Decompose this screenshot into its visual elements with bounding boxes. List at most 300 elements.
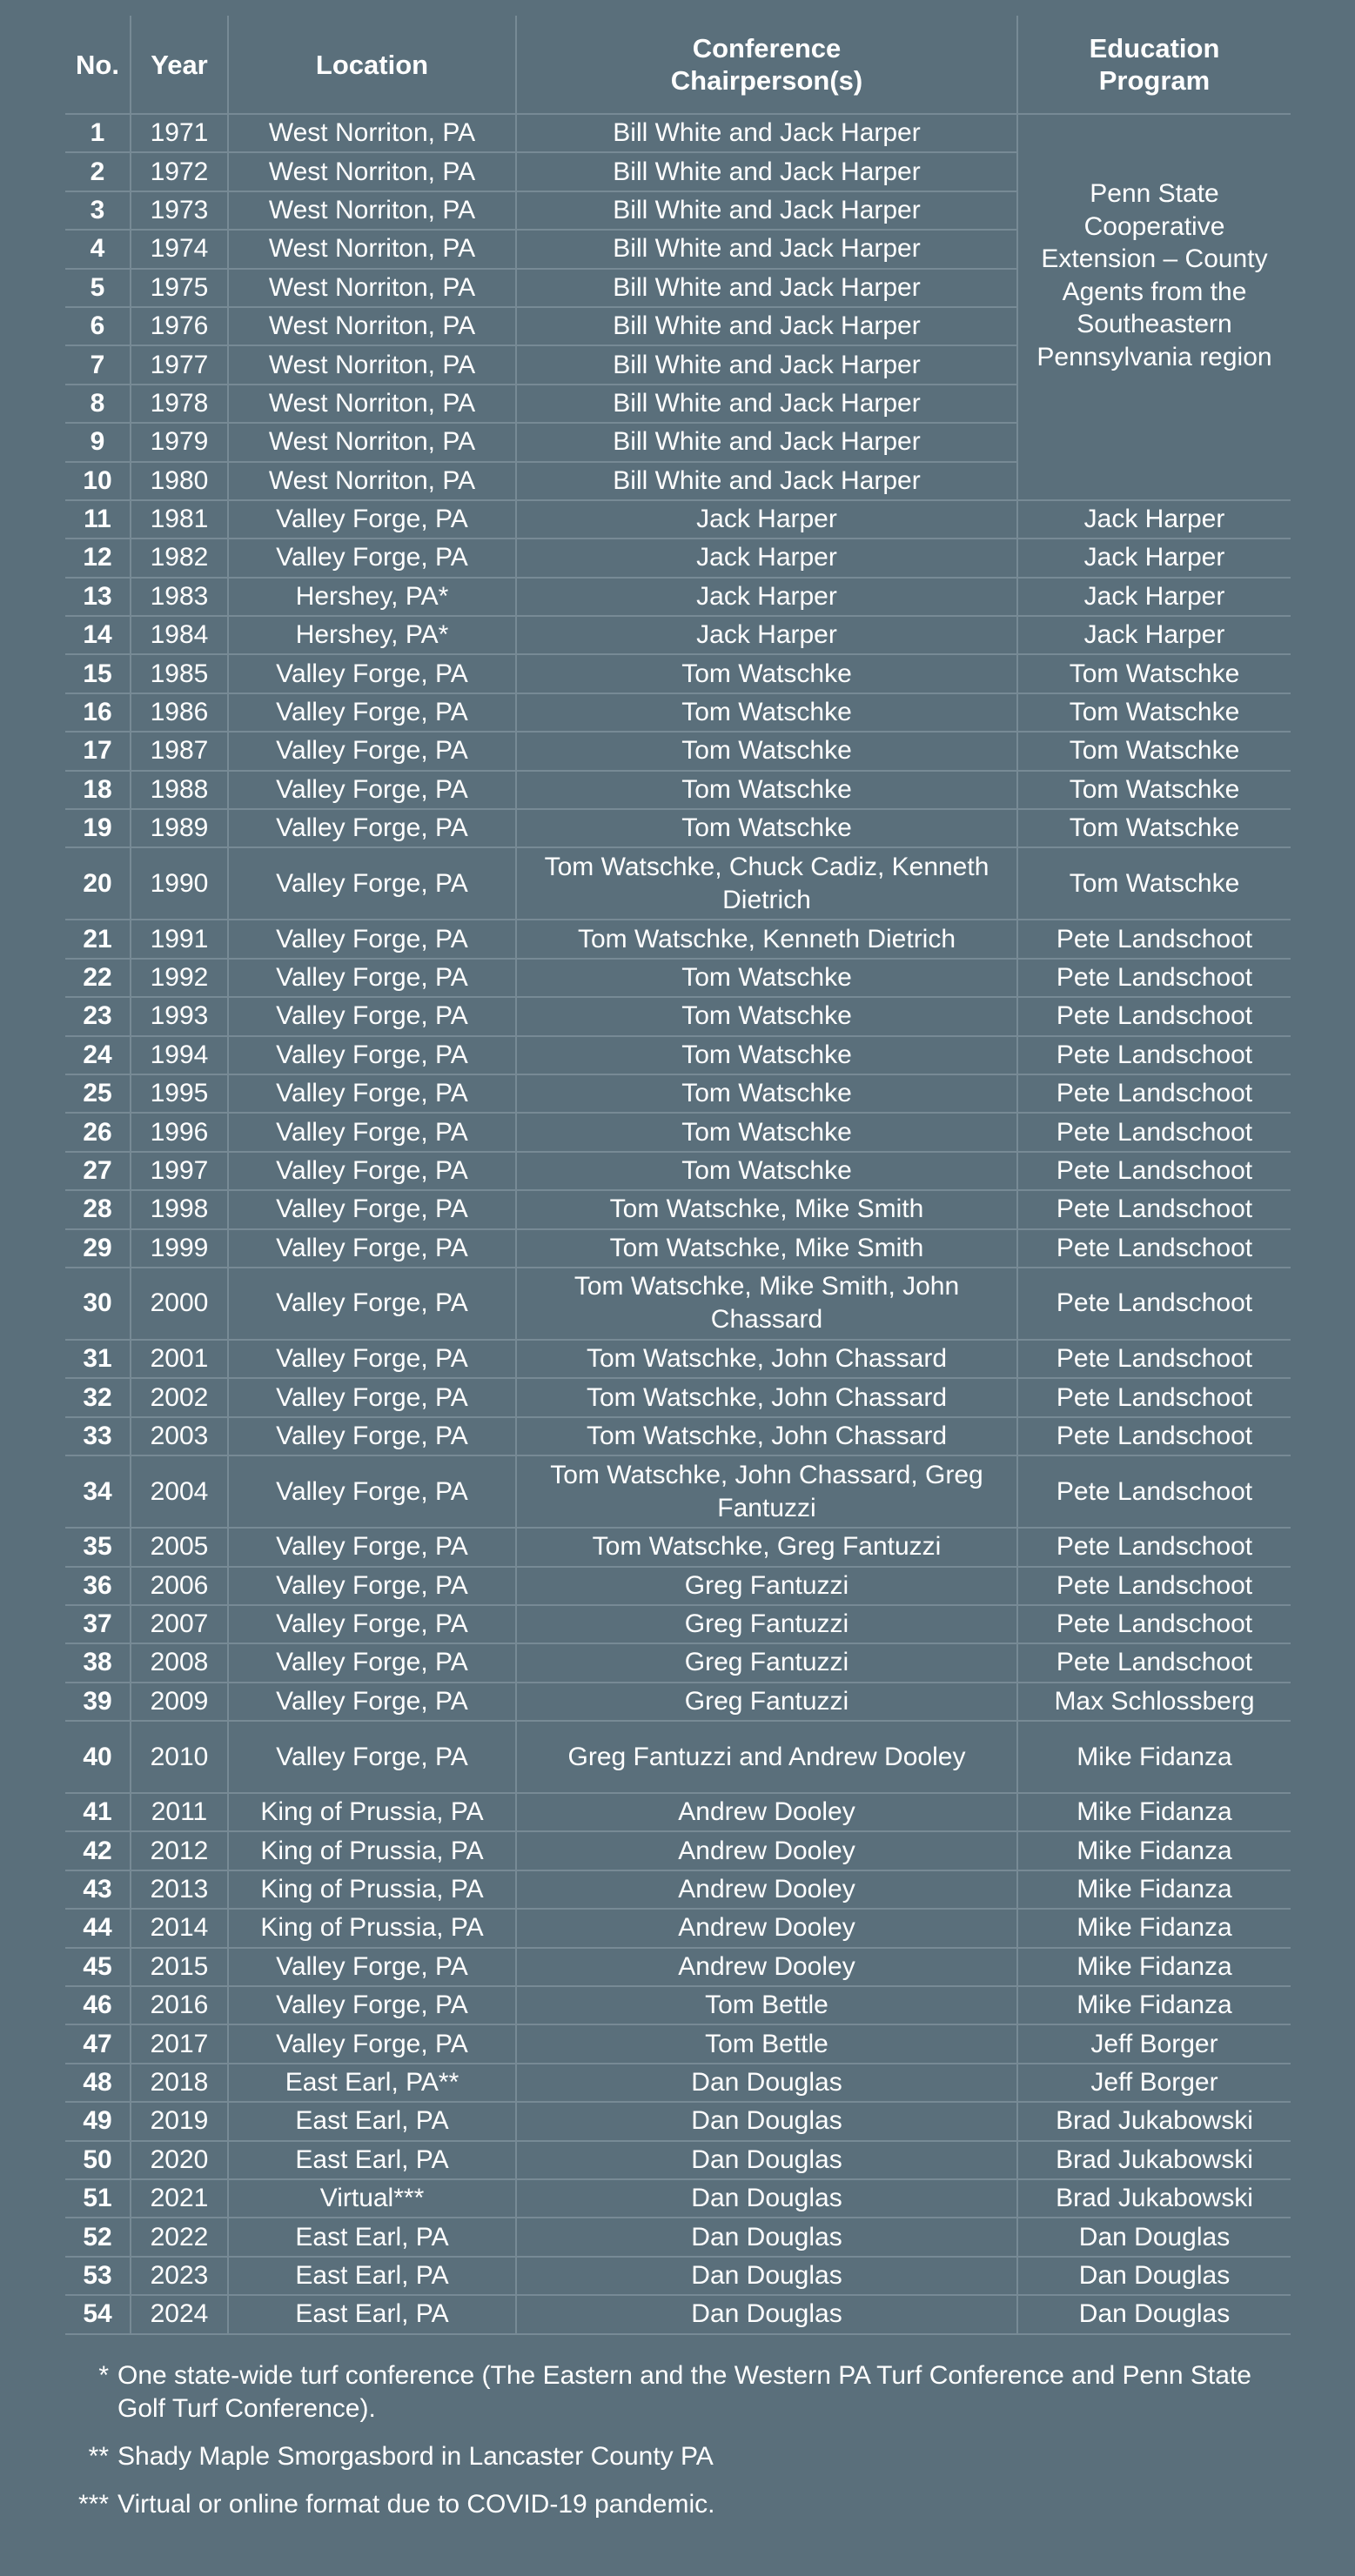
cell-no: 36 — [65, 1567, 131, 1605]
cell-no: 43 — [65, 1870, 131, 1909]
cell-chairperson: Andrew Dooley — [516, 1909, 1017, 1947]
cell-education-program: Pete Landschoot — [1017, 1036, 1291, 1074]
table-row — [65, 1268, 1291, 1340]
cell-no: 25 — [65, 1074, 131, 1113]
cell-year: 2001 — [131, 1340, 228, 1378]
table-row — [65, 1455, 1291, 1528]
cell-location: Valley Forge, PA — [228, 920, 516, 958]
cell-year: 2020 — [131, 2141, 228, 2179]
table-row — [65, 1113, 1291, 1151]
cell-chairperson: Greg Fantuzzi and Andrew Dooley — [516, 1721, 1017, 1793]
cell-chairperson: Bill White and Jack Harper — [516, 385, 1017, 423]
table-row — [65, 1683, 1291, 1721]
cell-no: 19 — [65, 809, 131, 847]
cell-education-program: Tom Watschke — [1017, 732, 1291, 770]
table-row — [65, 2295, 1291, 2333]
cell-location: West Norriton, PA — [228, 307, 516, 345]
table-row — [65, 2257, 1291, 2295]
cell-location: Valley Forge, PA — [228, 1567, 516, 1605]
table-row — [65, 1152, 1291, 1190]
cell-location: West Norriton, PA — [228, 269, 516, 307]
cell-location: Valley Forge, PA — [228, 1605, 516, 1643]
cell-chairperson: Greg Fantuzzi — [516, 1643, 1017, 1682]
cell-no: 47 — [65, 2024, 131, 2063]
cell-chairperson: Dan Douglas — [516, 2064, 1017, 2102]
cell-no: 49 — [65, 2102, 131, 2140]
cell-education-program: Mike Fidanza — [1017, 1870, 1291, 1909]
cell-no: 22 — [65, 959, 131, 997]
cell-education-program: Dan Douglas — [1017, 2257, 1291, 2295]
cell-chairperson: Greg Fantuzzi — [516, 1567, 1017, 1605]
cell-no: 4 — [65, 230, 131, 268]
table-row — [65, 1528, 1291, 1566]
cell-year: 2002 — [131, 1378, 228, 1416]
footnote — [65, 2488, 1291, 2521]
footnote — [65, 2440, 1291, 2473]
footnote-text: Virtual or online format due to COVID-19 pandemic. — [117, 2490, 715, 2519]
cell-education-program-merged: Penn State Cooperative Extension – County Agents from the Southeastern Pennsylvania region — [1017, 114, 1291, 500]
cell-location: West Norriton, PA — [228, 423, 516, 461]
cell-chairperson: Tom Watschke, Mike Smith — [516, 1229, 1017, 1268]
table-row — [65, 1909, 1291, 1947]
footnote-text: One state-wide turf conference (The Eastern and the Western PA Turf Conference and Penn State Golf Turf Conference). — [117, 2361, 1251, 2423]
cell-year: 1990 — [131, 847, 228, 920]
cell-location: King of Prussia, PA — [228, 1831, 516, 1870]
cell-education-program: Jeff Borger — [1017, 2024, 1291, 2063]
cell-year: 1971 — [131, 114, 228, 152]
cell-year: 1986 — [131, 693, 228, 732]
cell-location: Valley Forge, PA — [228, 539, 516, 577]
table-row — [65, 578, 1291, 616]
cell-education-program: Pete Landschoot — [1017, 997, 1291, 1035]
cell-education-program: Pete Landschoot — [1017, 1567, 1291, 1605]
cell-location: Valley Forge, PA — [228, 1986, 516, 2024]
cell-year: 1993 — [131, 997, 228, 1035]
cell-year: 1998 — [131, 1190, 228, 1228]
cell-no: 54 — [65, 2295, 131, 2333]
table-row — [65, 1605, 1291, 1643]
cell-no: 15 — [65, 654, 131, 693]
cell-no: 32 — [65, 1378, 131, 1416]
cell-chairperson: Greg Fantuzzi — [516, 1683, 1017, 1721]
cell-location: East Earl, PA — [228, 2257, 516, 2295]
cell-year: 2010 — [131, 1721, 228, 1793]
table-header — [65, 16, 1291, 114]
cell-education-program: Tom Watschke — [1017, 847, 1291, 920]
cell-location: West Norriton, PA — [228, 385, 516, 423]
cell-year: 1991 — [131, 920, 228, 958]
cell-year: 2006 — [131, 1567, 228, 1605]
cell-year: 1982 — [131, 539, 228, 577]
table-row — [65, 2218, 1291, 2256]
cell-year: 2021 — [131, 2179, 228, 2218]
cell-chairperson: Bill White and Jack Harper — [516, 114, 1017, 152]
cell-location: Valley Forge, PA — [228, 1268, 516, 1340]
cell-no: 18 — [65, 771, 131, 809]
cell-location: Valley Forge, PA — [228, 847, 516, 920]
cell-chairperson: Tom Watschke, John Chassard — [516, 1340, 1017, 1378]
cell-no: 10 — [65, 462, 131, 500]
cell-location: Valley Forge, PA — [228, 1528, 516, 1566]
cell-no: 44 — [65, 1909, 131, 1947]
cell-location: King of Prussia, PA — [228, 1870, 516, 1909]
cell-no: 9 — [65, 423, 131, 461]
cell-education-program: Jack Harper — [1017, 616, 1291, 654]
cell-education-program: Tom Watschke — [1017, 809, 1291, 847]
conference-history-table-wrapper — [65, 16, 1291, 2335]
cell-no: 5 — [65, 269, 131, 307]
cell-location: West Norriton, PA — [228, 152, 516, 191]
cell-education-program: Pete Landschoot — [1017, 920, 1291, 958]
cell-education-program: Brad Jukabowski — [1017, 2102, 1291, 2140]
cell-no: 13 — [65, 578, 131, 616]
cell-education-program: Tom Watschke — [1017, 654, 1291, 693]
cell-no: 1 — [65, 114, 131, 152]
cell-year: 2008 — [131, 1643, 228, 1682]
cell-location: Valley Forge, PA — [228, 959, 516, 997]
cell-no: 31 — [65, 1340, 131, 1378]
cell-location: Valley Forge, PA — [228, 1948, 516, 1986]
cell-location: East Earl, PA — [228, 2141, 516, 2179]
cell-location: East Earl, PA — [228, 2218, 516, 2256]
cell-location: Valley Forge, PA — [228, 500, 516, 539]
table-row — [65, 997, 1291, 1035]
footnote-mark: * — [98, 2361, 109, 2390]
cell-location: Valley Forge, PA — [228, 2024, 516, 2063]
cell-year: 1985 — [131, 654, 228, 693]
table-row — [65, 1870, 1291, 1909]
cell-year: 2009 — [131, 1683, 228, 1721]
cell-education-program: Pete Landschoot — [1017, 1152, 1291, 1190]
cell-chairperson: Jack Harper — [516, 578, 1017, 616]
cell-year: 2018 — [131, 2064, 228, 2102]
table-body — [65, 114, 1291, 2334]
table-row — [65, 2064, 1291, 2102]
cell-year: 1983 — [131, 578, 228, 616]
cell-location: West Norriton, PA — [228, 345, 516, 384]
cell-year: 2023 — [131, 2257, 228, 2295]
cell-chairperson: Tom Watschke, Kenneth Dietrich — [516, 920, 1017, 958]
cell-education-program: Mike Fidanza — [1017, 1948, 1291, 1986]
cell-no: 35 — [65, 1528, 131, 1566]
cell-year: 1980 — [131, 462, 228, 500]
cell-no: 29 — [65, 1229, 131, 1268]
cell-chairperson: Dan Douglas — [516, 2257, 1017, 2295]
cell-year: 2014 — [131, 1909, 228, 1947]
table-row — [65, 616, 1291, 654]
cell-location: Valley Forge, PA — [228, 809, 516, 847]
cell-location: Valley Forge, PA — [228, 693, 516, 732]
cell-location: Valley Forge, PA — [228, 1229, 516, 1268]
header-education-line1: Education — [1089, 33, 1220, 64]
cell-year: 1981 — [131, 500, 228, 539]
table-row — [65, 2141, 1291, 2179]
table-row — [65, 1986, 1291, 2024]
cell-location: Valley Forge, PA — [228, 732, 516, 770]
cell-no: 37 — [65, 1605, 131, 1643]
cell-education-program: Dan Douglas — [1017, 2218, 1291, 2256]
cell-chairperson: Bill White and Jack Harper — [516, 269, 1017, 307]
cell-chairperson: Tom Watschke — [516, 732, 1017, 770]
cell-no: 26 — [65, 1113, 131, 1151]
cell-no: 53 — [65, 2257, 131, 2295]
cell-location: West Norriton, PA — [228, 230, 516, 268]
cell-education-program: Pete Landschoot — [1017, 1528, 1291, 1566]
cell-no: 12 — [65, 539, 131, 577]
cell-year: 2013 — [131, 1870, 228, 1909]
cell-year: 1973 — [131, 191, 228, 230]
header-education-line2: Program — [1098, 65, 1211, 96]
cell-year: 1987 — [131, 732, 228, 770]
table-row — [65, 1378, 1291, 1416]
cell-no: 6 — [65, 307, 131, 345]
cell-education-program: Brad Jukabowski — [1017, 2141, 1291, 2179]
table-row — [65, 500, 1291, 539]
conference-history-table — [65, 16, 1291, 2335]
cell-education-program: Mike Fidanza — [1017, 1831, 1291, 1870]
cell-chairperson: Tom Bettle — [516, 1986, 1017, 2024]
table-row — [65, 732, 1291, 770]
cell-location: Valley Forge, PA — [228, 1036, 516, 1074]
cell-year: 1984 — [131, 616, 228, 654]
cell-year: 2012 — [131, 1831, 228, 1870]
cell-year: 2022 — [131, 2218, 228, 2256]
cell-location: Valley Forge, PA — [228, 1113, 516, 1151]
cell-chairperson: Bill White and Jack Harper — [516, 152, 1017, 191]
cell-chairperson: Tom Watschke, Greg Fantuzzi — [516, 1528, 1017, 1566]
cell-education-program: Dan Douglas — [1017, 2295, 1291, 2333]
table-row — [65, 1831, 1291, 1870]
cell-location: Valley Forge, PA — [228, 1340, 516, 1378]
table-row — [65, 1190, 1291, 1228]
cell-year: 1997 — [131, 1152, 228, 1190]
cell-year: 1992 — [131, 959, 228, 997]
header-chairperson — [516, 16, 1017, 114]
cell-chairperson: Tom Watschke — [516, 771, 1017, 809]
cell-no: 30 — [65, 1268, 131, 1340]
cell-location: Valley Forge, PA — [228, 1683, 516, 1721]
cell-chairperson: Bill White and Jack Harper — [516, 230, 1017, 268]
table-row — [65, 1721, 1291, 1793]
cell-no: 20 — [65, 847, 131, 920]
cell-education-program: Mike Fidanza — [1017, 1909, 1291, 1947]
cell-location: Virtual*** — [228, 2179, 516, 2218]
table-row — [65, 1643, 1291, 1682]
cell-chairperson: Bill White and Jack Harper — [516, 423, 1017, 461]
cell-chairperson: Tom Bettle — [516, 2024, 1017, 2063]
cell-education-program: Pete Landschoot — [1017, 1113, 1291, 1151]
cell-chairperson: Tom Watschke — [516, 1113, 1017, 1151]
cell-no: 45 — [65, 1948, 131, 1986]
cell-year: 1989 — [131, 809, 228, 847]
cell-education-program: Pete Landschoot — [1017, 1074, 1291, 1113]
cell-no: 41 — [65, 1793, 131, 1831]
cell-no: 38 — [65, 1643, 131, 1682]
cell-chairperson: Greg Fantuzzi — [516, 1605, 1017, 1643]
cell-chairperson: Andrew Dooley — [516, 1831, 1017, 1870]
cell-no: 39 — [65, 1683, 131, 1721]
cell-year: 2011 — [131, 1793, 228, 1831]
table-row — [65, 920, 1291, 958]
cell-year: 2015 — [131, 1948, 228, 1986]
table-row — [65, 1793, 1291, 1831]
cell-chairperson: Tom Watschke, John Chassard — [516, 1417, 1017, 1455]
cell-education-program: Pete Landschoot — [1017, 1643, 1291, 1682]
cell-no: 27 — [65, 1152, 131, 1190]
cell-no: 34 — [65, 1455, 131, 1528]
cell-education-program: Jeff Borger — [1017, 2064, 1291, 2102]
cell-education-program: Jack Harper — [1017, 500, 1291, 539]
cell-chairperson: Tom Watschke — [516, 693, 1017, 732]
cell-education-program: Pete Landschoot — [1017, 1378, 1291, 1416]
cell-education-program: Pete Landschoot — [1017, 1417, 1291, 1455]
cell-no: 2 — [65, 152, 131, 191]
header-chairperson-line1: Conference — [692, 33, 842, 64]
cell-location: Valley Forge, PA — [228, 1074, 516, 1113]
cell-no: 33 — [65, 1417, 131, 1455]
cell-no: 28 — [65, 1190, 131, 1228]
footnote-mark: ** — [88, 2442, 109, 2471]
cell-education-program: Jack Harper — [1017, 578, 1291, 616]
cell-no: 17 — [65, 732, 131, 770]
cell-chairperson: Tom Watschke — [516, 809, 1017, 847]
cell-no: 48 — [65, 2064, 131, 2102]
cell-education-program: Pete Landschoot — [1017, 1229, 1291, 1268]
cell-no: 40 — [65, 1721, 131, 1793]
cell-year: 2003 — [131, 1417, 228, 1455]
header-chairperson-line2: Chairperson(s) — [670, 65, 863, 96]
cell-year: 1988 — [131, 771, 228, 809]
cell-no: 24 — [65, 1036, 131, 1074]
cell-year: 2016 — [131, 1986, 228, 2024]
table-row — [65, 1036, 1291, 1074]
header-education-program — [1017, 16, 1291, 114]
cell-location: Valley Forge, PA — [228, 997, 516, 1035]
cell-no: 42 — [65, 1831, 131, 1870]
cell-location: Valley Forge, PA — [228, 771, 516, 809]
cell-location: West Norriton, PA — [228, 114, 516, 152]
table-row — [65, 539, 1291, 577]
cell-education-program: Mike Fidanza — [1017, 1986, 1291, 2024]
cell-education-program: Pete Landschoot — [1017, 959, 1291, 997]
table-row — [65, 1074, 1291, 1113]
cell-chairperson: Dan Douglas — [516, 2218, 1017, 2256]
cell-year: 1974 — [131, 230, 228, 268]
cell-chairperson: Tom Watschke — [516, 654, 1017, 693]
cell-year: 2000 — [131, 1268, 228, 1340]
cell-year: 1977 — [131, 345, 228, 384]
table-row — [65, 771, 1291, 809]
cell-chairperson: Andrew Dooley — [516, 1793, 1017, 1831]
cell-no: 23 — [65, 997, 131, 1035]
table-row — [65, 2102, 1291, 2140]
table-row — [65, 2024, 1291, 2063]
header-row — [65, 16, 1291, 114]
cell-year: 2017 — [131, 2024, 228, 2063]
cell-year: 1994 — [131, 1036, 228, 1074]
footnote-mark: *** — [77, 2490, 109, 2519]
cell-no: 14 — [65, 616, 131, 654]
cell-chairperson: Tom Watschke — [516, 997, 1017, 1035]
table-row — [65, 1567, 1291, 1605]
cell-location: Valley Forge, PA — [228, 1417, 516, 1455]
table-row — [65, 114, 1291, 152]
cell-no: 51 — [65, 2179, 131, 2218]
table-row — [65, 847, 1291, 920]
table-row — [65, 693, 1291, 732]
cell-location: Valley Forge, PA — [228, 1721, 516, 1793]
cell-no: 21 — [65, 920, 131, 958]
cell-education-program: Pete Landschoot — [1017, 1605, 1291, 1643]
cell-location: Valley Forge, PA — [228, 1190, 516, 1228]
cell-location: East Earl, PA — [228, 2102, 516, 2140]
cell-education-program: Max Schlossberg — [1017, 1683, 1291, 1721]
header-no: No. — [65, 16, 131, 114]
cell-location: Hershey, PA* — [228, 578, 516, 616]
cell-location: Valley Forge, PA — [228, 1152, 516, 1190]
cell-chairperson: Dan Douglas — [516, 2102, 1017, 2140]
cell-location: East Earl, PA** — [228, 2064, 516, 2102]
cell-location: Valley Forge, PA — [228, 1455, 516, 1528]
cell-chairperson: Tom Watschke, Mike Smith, John Chassard — [516, 1268, 1017, 1340]
cell-education-program: Pete Landschoot — [1017, 1340, 1291, 1378]
cell-location: East Earl, PA — [228, 2295, 516, 2333]
cell-education-program: Pete Landschoot — [1017, 1190, 1291, 1228]
table-row — [65, 1948, 1291, 1986]
cell-education-program: Mike Fidanza — [1017, 1721, 1291, 1793]
cell-location: Valley Forge, PA — [228, 654, 516, 693]
table-row — [65, 654, 1291, 693]
cell-no: 7 — [65, 345, 131, 384]
cell-year: 1996 — [131, 1113, 228, 1151]
cell-year: 2004 — [131, 1455, 228, 1528]
table-row — [65, 809, 1291, 847]
cell-chairperson: Dan Douglas — [516, 2179, 1017, 2218]
cell-location: Hershey, PA* — [228, 616, 516, 654]
cell-year: 1979 — [131, 423, 228, 461]
cell-education-program: Pete Landschoot — [1017, 1455, 1291, 1528]
cell-no: 16 — [65, 693, 131, 732]
footnotes — [65, 2359, 1291, 2536]
table-row — [65, 2179, 1291, 2218]
cell-chairperson: Tom Watschke, Mike Smith — [516, 1190, 1017, 1228]
cell-education-program: Brad Jukabowski — [1017, 2179, 1291, 2218]
cell-location: Valley Forge, PA — [228, 1378, 516, 1416]
cell-year: 2005 — [131, 1528, 228, 1566]
cell-year: 1978 — [131, 385, 228, 423]
cell-no: 52 — [65, 2218, 131, 2256]
table-row — [65, 959, 1291, 997]
cell-no: 3 — [65, 191, 131, 230]
cell-location: West Norriton, PA — [228, 191, 516, 230]
cell-education-program: Tom Watschke — [1017, 771, 1291, 809]
footnote — [65, 2359, 1291, 2425]
cell-chairperson: Bill White and Jack Harper — [516, 191, 1017, 230]
cell-chairperson: Jack Harper — [516, 500, 1017, 539]
table-row — [65, 1229, 1291, 1268]
cell-location: West Norriton, PA — [228, 462, 516, 500]
cell-chairperson: Bill White and Jack Harper — [516, 462, 1017, 500]
cell-chairperson: Tom Watschke — [516, 959, 1017, 997]
cell-chairperson: Dan Douglas — [516, 2141, 1017, 2179]
cell-chairperson: Tom Watschke — [516, 1036, 1017, 1074]
cell-chairperson: Jack Harper — [516, 539, 1017, 577]
cell-chairperson: Tom Watschke, Chuck Cadiz, Kenneth Dietrich — [516, 847, 1017, 920]
cell-no: 50 — [65, 2141, 131, 2179]
cell-chairperson: Tom Watschke — [516, 1074, 1017, 1113]
cell-education-program: Pete Landschoot — [1017, 1268, 1291, 1340]
cell-no: 8 — [65, 385, 131, 423]
